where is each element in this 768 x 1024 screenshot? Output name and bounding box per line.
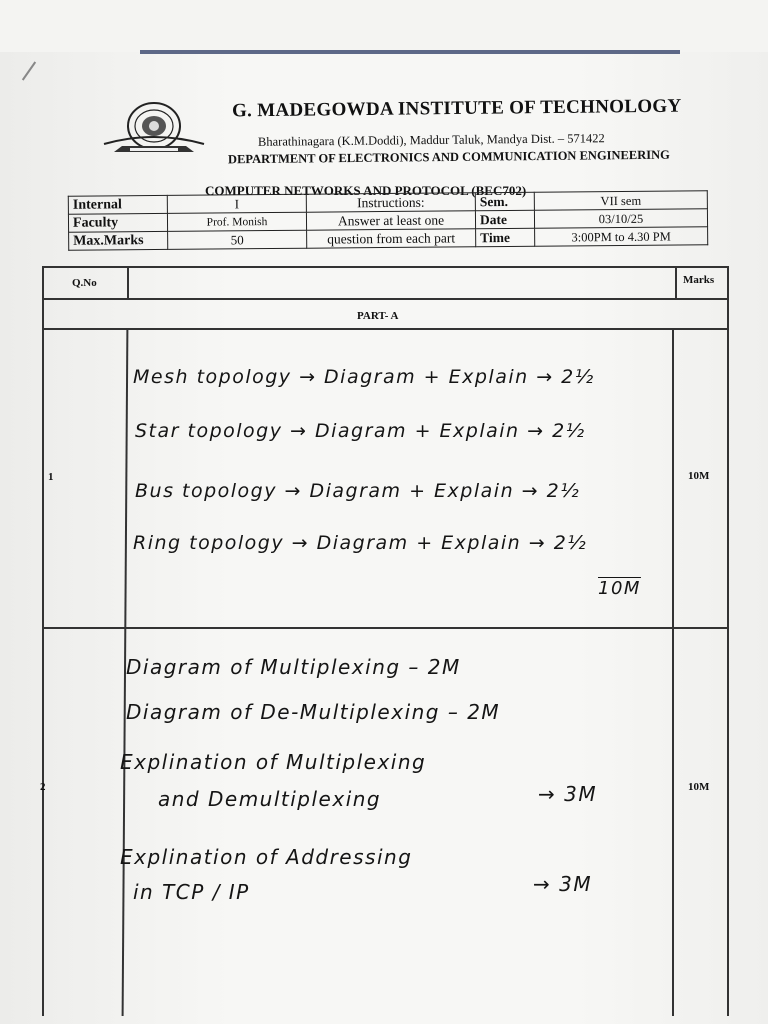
total-marks: 10M [598,578,641,599]
sem-value: VII sem [534,191,707,211]
internal-label: Internal [68,195,167,214]
answer-line: Explination of Multiplexing [120,750,427,774]
exam-info-table [68,190,708,251]
instructions-line2: question from each part [307,229,476,248]
institute-logo [100,100,208,160]
maxmarks-label: Max.Marks [69,231,168,250]
time-value: 3:00PM to 4.30 PM [535,227,708,247]
question-number: 1 [48,471,54,483]
answer-line: Explination of Addressing [120,845,413,869]
question-marks: 10M [688,781,710,793]
answer-line: Mesh topology → Diagram + Explain → 2½ [133,366,595,388]
answer-line: Star topology → Diagram + Explain → 2½ [135,420,586,442]
answer-line: Ring topology → Diagram + Explain → 2½ [133,532,588,554]
qno-header: Q.No [72,277,97,289]
date-value: 03/10/25 [534,209,707,229]
scan-edge-band [140,50,680,54]
answer-line: Diagram of De-Multiplexing – 2M [126,700,501,724]
answer-line: and Demultiplexing [158,787,382,811]
answer-line: Bus topology → Diagram + Explain → 2½ [135,480,581,502]
time-label: Time [476,228,535,247]
faculty-value: Prof. Monish [167,212,306,231]
instructions-label: Instructions: [306,193,475,212]
question-marks: 10M [688,470,710,482]
answer-marks: → 3M [538,782,598,806]
maxmarks-value: 50 [168,230,307,249]
part-a-heading: PART- A [357,310,399,322]
answer-line: Diagram of Multiplexing – 2M [126,655,461,679]
answer-marks: → 3M [533,872,593,896]
question-number: 2 [40,781,46,793]
scan-border [0,0,768,52]
institute-name: G. MADEGOWDA INSTITUTE OF TECHNOLOGY [231,95,682,122]
sem-label: Sem. [475,192,534,211]
institute-address: Bharathinagara (K.M.Doddi), Maddur Taluk, Mandya Dist. – 571422 [257,131,605,149]
internal-value: I [167,194,306,213]
faculty-label: Faculty [68,213,167,232]
date-label: Date [475,210,534,229]
answer-line: in TCP / IP [133,880,250,904]
subject-title: COMPUTER NETWORKS AND PROTOCOL (BEC702) [205,183,527,198]
department-name: DEPARTMENT OF ELECTRONICS AND COMMUNICATION ENGINEERING [227,147,670,167]
instructions-line1: Answer at least one [306,211,475,230]
marks-header: Marks [683,274,715,286]
